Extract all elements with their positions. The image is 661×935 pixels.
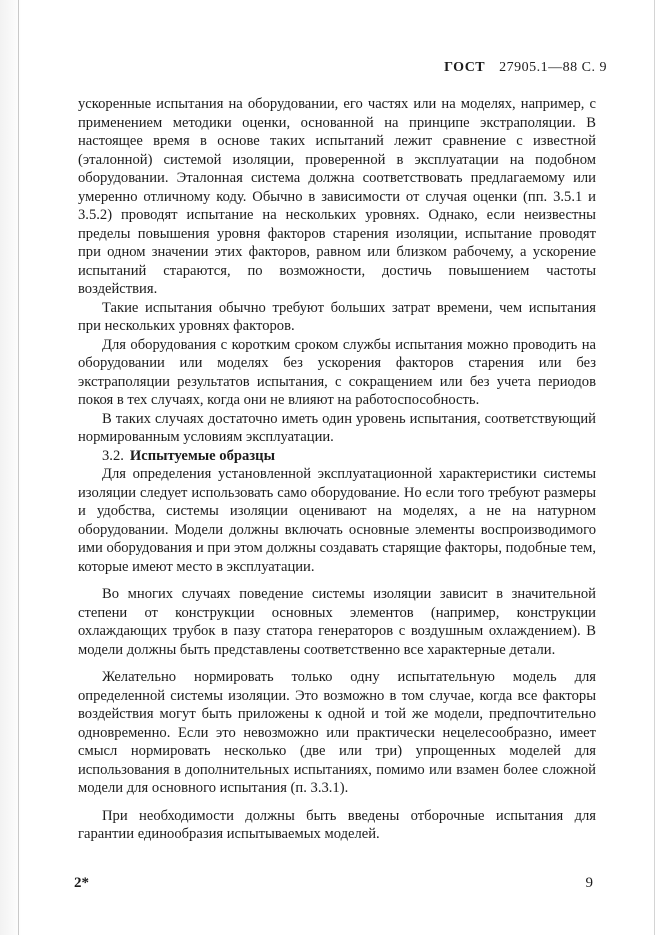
paragraph: Для определения установленной эксплуатационной характеристики системы изоляции следует использовать само оборудование. Но если того требуют размеры и удобства, системы изоляции оценивают на моделях, а не на натурном оборудовании. Модели должны включать основные элементы воспроизводимого ими оборудования и при этом должны создавать старящие факторы, подобные тем, которые имеют место в эксплуатации. — [78, 466, 596, 575]
section-number: 3.2. — [102, 447, 124, 464]
standard-label: ГОСТ — [444, 60, 486, 75]
scan-border-left — [18, 0, 19, 935]
paragraph: Такие испытания обычно требуют больших затрат времени, чем испытания при нескольких уровнях факторов. — [78, 299, 596, 334]
paragraph: Для оборудования с коротким сроком службы испытания можно проводить на оборудовании или моделях без ускорения факторов старения или без экстраполяции результатов испытания, с сокращением или без учета периодов покоя в тех случаях, когда они не влияют на работоспособность. — [78, 336, 596, 408]
paragraph: Во многих случаях поведение системы изоляции зависит в значительной степени от конструкции основных элементов (например, конструкции охлаждающих трубок в пазу статора генераторов с воздушным охлаждением). В модели должны быть представлены соответственно все характерные детали. — [78, 586, 596, 658]
section-title: Испытуемые образцы — [129, 447, 275, 464]
page-number: 9 — [585, 875, 593, 891]
paragraph: ускоренные испытания на оборудовании, его частях или на моделях, например, с применением методики оценки, основанной на принципе экстраполяции. В настоящее время в основе таких испытаний лежит сравнение с известной (эталонной) системой изоляции, проверенной в эксплуатации на подобном оборудовании. Эталонная система должна соответствовать предлагаемому или умеренно отличному коду. Обычно в зависимости от случая оценки (пп. 3.5.1 и 3.5.2) проводят испытание на нескольких уровнях. Однако, если неизвестны пределы повышения уровня факторов старения изоляции, испытание проводят при одном значении этих факторов, равном или близком рабочему, а ускорение испытаний стараются, по возможности, достичь повышением частоты воздействия. — [78, 96, 596, 297]
page-header — [444, 60, 607, 76]
paragraph: При необходимости должны быть введены отборочные испытания для гарантии единообразия испытываемых моделей. — [78, 807, 596, 842]
paragraph: В таких случаях достаточно иметь один уровень испытания, соответствующий нормированным условиям эксплуатации. — [78, 410, 596, 445]
standard-number: 27905.1—88 — [499, 60, 578, 75]
header-page: С. 9 — [581, 60, 607, 75]
paragraph: Желательно нормировать только одну испытательную модель для определенной системы изоляции. Это возможно в том случае, когда все факторы воздействия могут быть приложены к одной и той же модели, предпочтительно одновременно. Если это невозможно или практически нецелесообразно, имеет смысл нормировать несколько (две или три) упрощенных моделей для использования в дополнительных испытаниях, помимо или взамен более сложной модели для основного испытания (п. 3.3.1). — [78, 669, 596, 796]
signature-mark: 2* — [74, 875, 89, 891]
document-body — [78, 95, 596, 844]
scan-border-right — [654, 0, 655, 935]
section-heading — [78, 447, 596, 466]
